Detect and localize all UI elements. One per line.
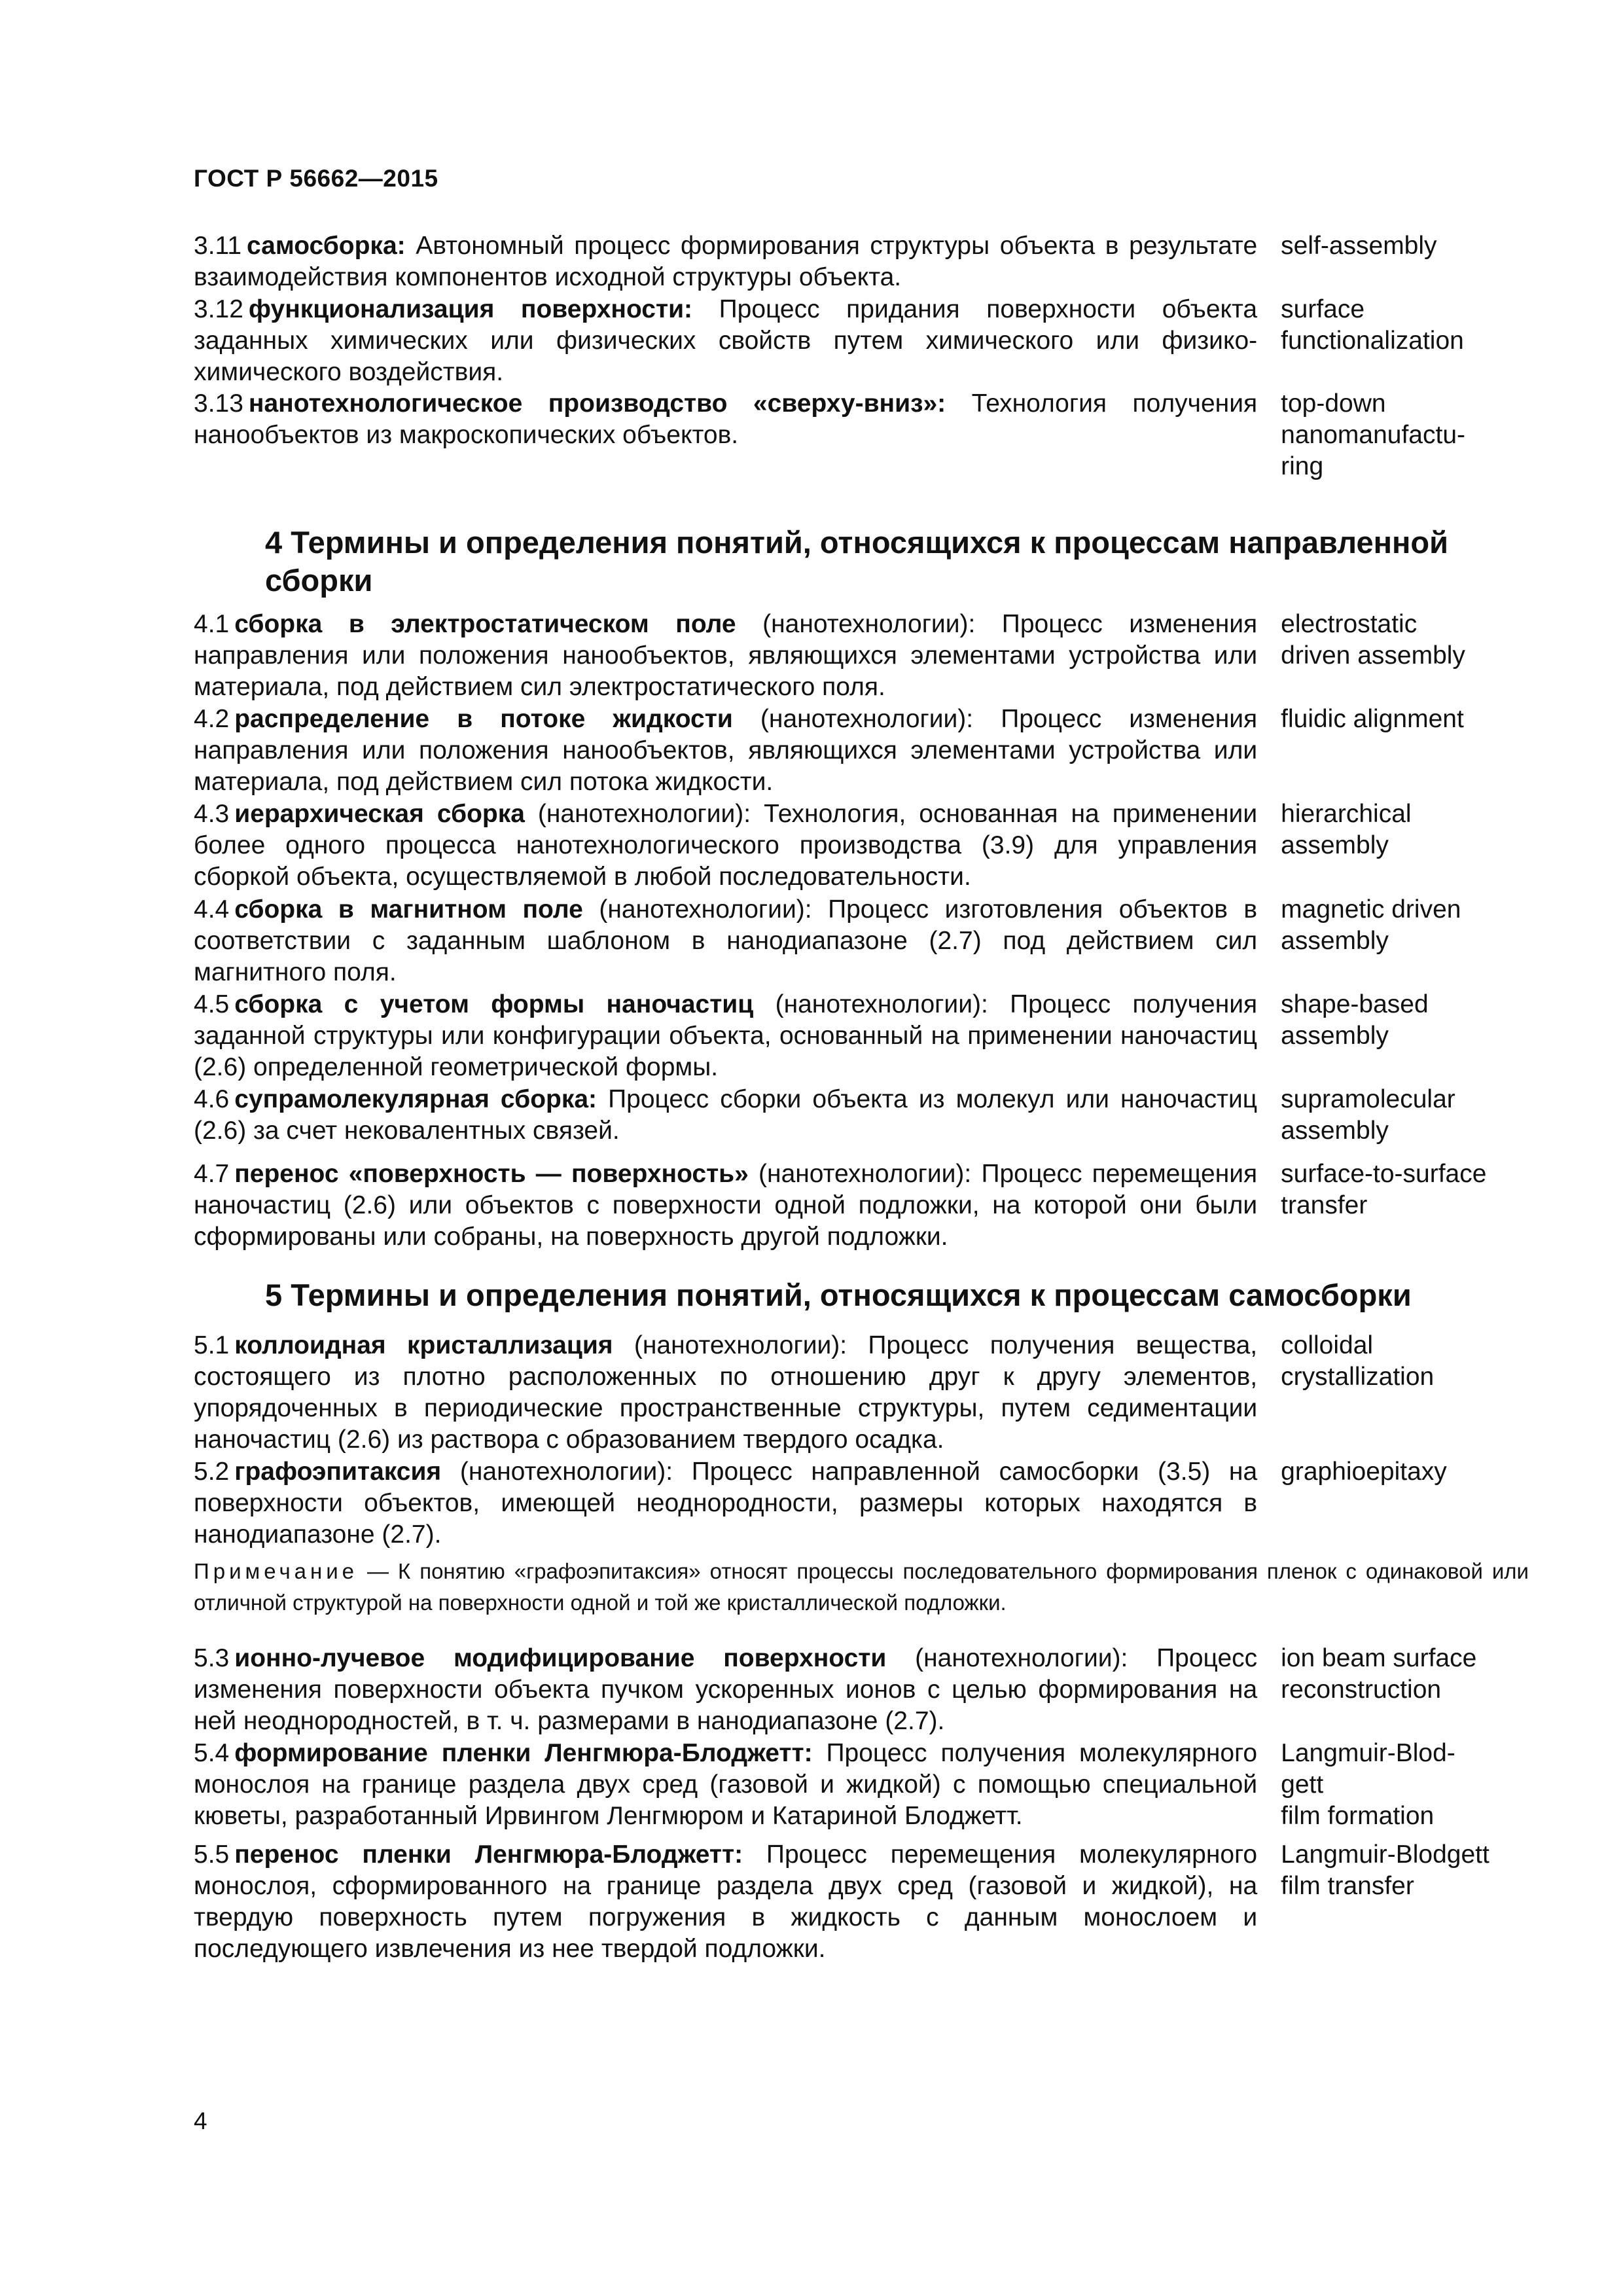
term-text: (нанотехнологии): Процесс направленной самосборки (3.5) на поверхности объектов, имеющей неоднородности, размеры которых находятся в нанодиапазоне (2.7). bbox=[194, 1458, 1258, 1549]
term-entry-4-5 bbox=[194, 989, 1529, 1083]
term-number: 5.4 bbox=[194, 1739, 230, 1767]
term-number: 3.13 bbox=[194, 389, 243, 418]
term-definition bbox=[194, 1330, 1257, 1456]
term-number: 4.6 bbox=[194, 1085, 230, 1113]
term-definition bbox=[194, 894, 1257, 988]
term-number: 4.2 bbox=[194, 705, 230, 733]
term-entry-4-1 bbox=[194, 609, 1529, 703]
term-text: Автономный процесс формирования структуры объекта в результате взаимодействия компонентов исходной структуры объекта. bbox=[194, 232, 1258, 291]
note-label: Примечание bbox=[194, 1559, 359, 1583]
term-english: top-down nanomanufactu- ring bbox=[1281, 389, 1465, 480]
term-english: supramolecular assembly bbox=[1281, 1085, 1455, 1145]
note-text: — К понятию «графоэпитаксия» относят процессы последовательного формирования пленок с одинаковой или отличной структурой на поверхности одной и той же кристаллической подложки. bbox=[194, 1559, 1529, 1615]
term-entry-4-2 bbox=[194, 704, 1529, 798]
term-text: (нанотехнологии): Процесс изготовления объектов в соответствии с заданным шаблоном в нанодиапазоне (2.7) под действием сил магнитного поля. bbox=[194, 895, 1258, 986]
term-number: 3.11 bbox=[194, 232, 242, 260]
section-5-heading: 5 Термины и определения понятий, относящихся к процессам самосборки bbox=[265, 1278, 1412, 1312]
term-entry-4-6 bbox=[194, 1084, 1529, 1147]
term-name: формирование пленки Ленгмюра-Блоджетт: bbox=[234, 1739, 813, 1767]
term-entry-5-2 bbox=[194, 1456, 1529, 1551]
term-entry-3-11 bbox=[194, 230, 1529, 293]
term-name: функционализация поверхности: bbox=[248, 295, 693, 323]
term-text: Процесс перемещения молекулярного монослоя, сформированного на границе раздела двух сред (газовой и жидкой), на твердую поверхность путем погружения в жидкость с данным монослоем и последующего извлечения из нее твердой подложки. bbox=[194, 1840, 1258, 1963]
term-definition bbox=[194, 230, 1257, 293]
term-english: surface-to-surface transfer bbox=[1281, 1160, 1487, 1219]
document-code: ГОСТ Р 56662—2015 bbox=[194, 165, 438, 192]
term-english: ion beam surface reconstruction bbox=[1281, 1644, 1477, 1704]
term-name: сборка с учетом формы наночастиц bbox=[234, 990, 754, 1018]
term-name: распределение в потоке жидкости bbox=[234, 705, 733, 733]
term-definition bbox=[194, 294, 1257, 388]
page-number: 4 bbox=[194, 2108, 207, 2134]
term-text: (нанотехнологии): Процесс изменения поверхности объекта пучком ускоренных ионов с целью формирования на ней неоднородностей, в т. ч. размерами в нанодиапазоне (2.7). bbox=[194, 1644, 1258, 1735]
term-number: 3.12 bbox=[194, 295, 243, 323]
term-entry-5-1 bbox=[194, 1330, 1529, 1456]
term-entry-3-12 bbox=[194, 294, 1529, 388]
term-name: сборка в магнитном поле bbox=[234, 895, 583, 924]
term-english: hierarchical assembly bbox=[1281, 800, 1412, 859]
term-definition bbox=[194, 1084, 1257, 1147]
term-name: сборка в электростатическом поле bbox=[234, 610, 736, 638]
term-english: self-assembly bbox=[1281, 232, 1437, 260]
term-text: Процесс придания поверхности объекта заданных химических или физических свойств путем химического или физико-химического воздействия. bbox=[194, 295, 1258, 386]
term-number: 4.5 bbox=[194, 990, 230, 1018]
term-entry-4-7 bbox=[194, 1158, 1529, 1253]
term-text: (нанотехнологии): Процесс изменения направления или положения нанообъектов, являющихся элементами устройства или материала, под действием сил потока жидкости. bbox=[194, 705, 1258, 796]
term-text: (нанотехнологии): Процесс получения вещества, состоящего из плотно расположенных по отношению друг к другу элементов, упорядоченных в периодические пространственные структуры, путем седиментации наночастиц (2.6) из раствора с образованием твердого осадка. bbox=[194, 1331, 1258, 1454]
term-english: electrostatic driven assembly bbox=[1281, 610, 1465, 670]
term-definition bbox=[194, 989, 1257, 1083]
term-text: Технология получения нанообъектов из макроскопических объектов. bbox=[194, 389, 1258, 449]
term-number: 5.2 bbox=[194, 1458, 230, 1486]
term-name: графоэпитаксия bbox=[234, 1458, 442, 1486]
term-english: shape-based assembly bbox=[1281, 990, 1429, 1050]
term-entry-5-5 bbox=[194, 1839, 1529, 1965]
term-number: 5.5 bbox=[194, 1840, 230, 1869]
term-entry-5-4 bbox=[194, 1738, 1529, 1832]
term-entry-4-4 bbox=[194, 894, 1529, 988]
term-name: супрамолекулярная сборка: bbox=[234, 1085, 597, 1113]
section-4-heading: 4 Термины и определения понятий, относящихся к процессам направленной сборки bbox=[265, 525, 1449, 598]
term-english: surface functionalization bbox=[1281, 295, 1464, 355]
term-number: 5.3 bbox=[194, 1644, 230, 1672]
term-text: Процесс сборки объекта из молекул или наночастиц (2.6) за счет нековалентных связей. bbox=[194, 1085, 1258, 1145]
term-text: (нанотехнологии): Технология, основанная на применении более одного процесса нанотехнологического производства (3.9) для управления сборкой объекта, осуществляемой в любой последовательности. bbox=[194, 800, 1258, 891]
term-name: ионно-лучевое модифицирование поверхности bbox=[234, 1644, 887, 1672]
term-english: magnetic driven assembly bbox=[1281, 895, 1461, 955]
term-definition bbox=[194, 1158, 1257, 1253]
term-entry-5-3 bbox=[194, 1643, 1529, 1737]
term-definition bbox=[194, 1738, 1257, 1832]
term-name: самосборка: bbox=[247, 232, 406, 260]
term-number: 4.1 bbox=[194, 610, 230, 638]
term-english: graphioepitaxy bbox=[1281, 1458, 1447, 1486]
note-paragraph bbox=[194, 1556, 1529, 1619]
term-english: Langmuir-Blod- gett film formation bbox=[1281, 1739, 1455, 1830]
term-text: (нанотехнологии): Процесс перемещения наночастиц (2.6) или объектов с поверхности одной подложки, на которой они были сформированы или собраны, на поверхность другой подложки. bbox=[194, 1160, 1258, 1251]
term-text: (нанотехнологии): Процесс получения заданной структуры или конфигурации объекта, основанный на применении наночастиц (2.6) определенной геометрической формы. bbox=[194, 990, 1258, 1081]
term-entry-4-3 bbox=[194, 798, 1529, 893]
term-definition bbox=[194, 388, 1257, 482]
term-number: 4.3 bbox=[194, 800, 230, 828]
term-text: Процесс получения молекулярного монослоя на границе раздела двух сред (газовой и жидкой) с помощью специальной кюветы, разработанный Ирвингом Ленгмюром и Катариной Блоджетт. bbox=[194, 1739, 1258, 1830]
term-number: 4.4 bbox=[194, 895, 230, 924]
term-name: нанотехнологическое производство «сверху-вниз»: bbox=[248, 389, 946, 418]
term-name: коллоидная кристаллизация bbox=[234, 1331, 613, 1359]
term-number: 5.1 bbox=[194, 1331, 230, 1359]
term-definition bbox=[194, 1643, 1257, 1737]
term-definition bbox=[194, 1839, 1257, 1965]
term-definition bbox=[194, 1456, 1257, 1551]
term-text: (нанотехнологии): Процесс изменения направления или положения нанообъектов, являющихся элементами устройства или материала, под действием сил электростатического поля. bbox=[194, 610, 1258, 701]
term-english: colloidal crystallization bbox=[1281, 1331, 1435, 1391]
term-entry-3-13 bbox=[194, 388, 1529, 482]
term-number: 4.7 bbox=[194, 1160, 230, 1188]
term-english: fluidic alignment bbox=[1281, 705, 1464, 733]
term-definition bbox=[194, 704, 1257, 798]
term-name: перенос «поверхность — поверхность» bbox=[234, 1160, 749, 1188]
term-english: Langmuir-Blodgett film transfer bbox=[1281, 1840, 1489, 1900]
term-name: перенос пленки Ленгмюра-Блоджетт: bbox=[234, 1840, 743, 1869]
term-definition bbox=[194, 798, 1257, 893]
term-name: иерархическая сборка bbox=[234, 800, 525, 828]
term-definition bbox=[194, 609, 1257, 703]
